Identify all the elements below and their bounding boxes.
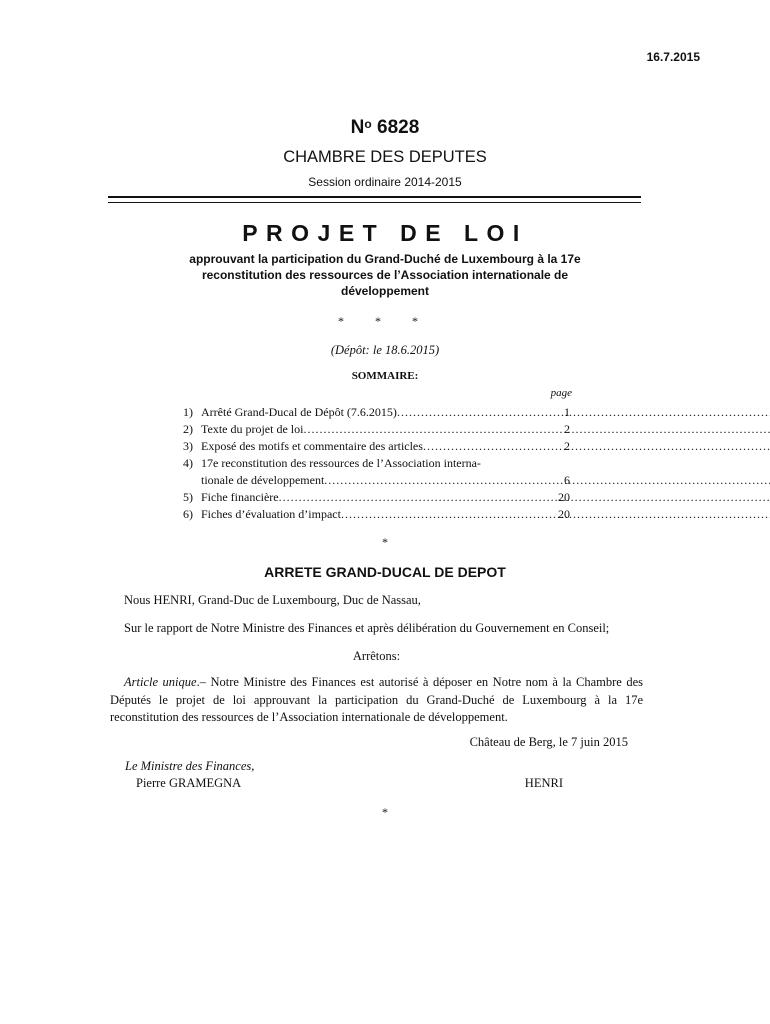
- session-label: Session ordinaire 2014-2015: [308, 175, 462, 189]
- toc-item-page: 1: [564, 405, 570, 419]
- section-separator: *: [382, 535, 388, 549]
- arrete-rapport: Sur le rapport de Notre Ministre des Finances et après délibération du Gouvernement en Conseil;: [124, 621, 610, 635]
- toc-item: [183, 455, 570, 489]
- number-value: 6828: [377, 117, 420, 138]
- arrete-title: ARRETE GRAND-DUCAL DE DEPOT: [264, 564, 506, 580]
- header-rule-thin: [108, 202, 641, 203]
- arrete-intro: Nous HENRI, Grand-Duc de Luxembourg, Duc de Nassau,: [124, 593, 421, 607]
- toc-item-text-continued: tionale de développement: [201, 473, 325, 487]
- toc-item-text: 17e reconstitution des ressources de l’Association interna-: [201, 456, 481, 470]
- toc-item: [183, 404, 570, 421]
- minister-name: Pierre GRAMEGNA: [136, 776, 242, 790]
- header-rule-thick: [108, 196, 641, 198]
- bill-number: [0, 117, 770, 139]
- minister-title: Le Ministre des Finances,: [125, 759, 255, 773]
- article-unique: [110, 674, 643, 727]
- toc-leader-dots: [303, 421, 770, 438]
- toc-item-number: 1): [183, 405, 193, 419]
- arretons: Arrêtons:: [352, 649, 401, 663]
- chamber-name: CHAMBRE DES DEPUTES: [283, 148, 487, 166]
- toc-item-number: 4): [183, 456, 193, 470]
- document-subtitle: approuvant la participation du Grand-Duché de Luxembourg à la 17e reconstitution des ressources de l’Association internationale de développement: [189, 252, 581, 298]
- toc-item: [183, 489, 570, 506]
- toc-leader-dots: [279, 489, 770, 506]
- toc-item-number: 2): [183, 422, 193, 436]
- toc-page-header: page: [550, 387, 572, 399]
- toc-item-number: 6): [183, 507, 193, 521]
- place-and-date: Château de Berg, le 7 juin 2015: [469, 735, 628, 749]
- toc-item-page: 20: [558, 507, 570, 521]
- signatory-name: HENRI: [524, 776, 563, 790]
- toc-item: [183, 506, 570, 523]
- stars-separator: * * *: [338, 314, 432, 328]
- table-of-contents: [183, 404, 570, 523]
- end-separator: *: [382, 805, 388, 819]
- number-superscript: o: [364, 117, 372, 131]
- toc-item-page: 20: [558, 490, 570, 504]
- toc-item: [183, 438, 570, 455]
- toc-leader-dots: [423, 438, 770, 455]
- toc-item-page: 2: [564, 439, 570, 453]
- toc-item-text: Arrêté Grand-Ducal de Dépôt (7.6.2015): [201, 405, 397, 419]
- toc-item-text: Fiches d’évaluation d’impact: [201, 507, 341, 521]
- depot-date: (Dépôt: le 18.6.2015): [330, 343, 440, 357]
- article-text: .– Notre Ministre des Finances est autorisé à déposer en Notre nom à la Chambre des Députés le projet de loi approuvant la participation du Grand-Duché de Luxembourg à la 17e reconstitution des ressources de l’Association internationale de développement.: [110, 675, 643, 724]
- article-label: Article unique: [124, 675, 197, 689]
- toc-item: [183, 421, 570, 438]
- toc-item-text: Exposé des motifs et commentaire des articles: [201, 439, 423, 453]
- toc-item-number: 5): [183, 490, 193, 504]
- number-prefix: N: [350, 117, 365, 138]
- document-title: PROJET DE LOI: [242, 220, 528, 246]
- document-date: 16.7.2015: [646, 50, 700, 64]
- sommaire-heading: SOMMAIRE:: [351, 370, 419, 382]
- toc-item-number: 3): [183, 439, 193, 453]
- toc-item-page: 6: [564, 473, 570, 487]
- toc-item-text: Fiche financière: [201, 490, 279, 504]
- toc-item-text: Texte du projet de loi: [201, 422, 304, 436]
- toc-leader-dots: [397, 404, 770, 421]
- toc-item-page: 2: [564, 422, 570, 436]
